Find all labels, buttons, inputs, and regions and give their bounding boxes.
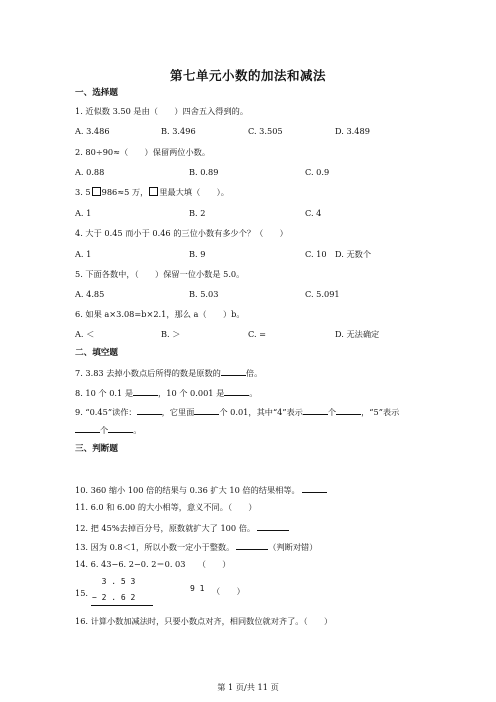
question-10-text: 10. 360 缩小 100 倍的结果与 0.36 扩大 10 倍的结果相等。 <box>75 485 300 495</box>
answer-blank[interactable] <box>75 423 100 433</box>
section-heading-judge: 三、判断题 <box>75 444 118 454</box>
answer-blank[interactable] <box>137 405 162 415</box>
option-c: C. 3.505 <box>248 126 283 136</box>
question-15-paren: （ ） <box>212 586 245 596</box>
question-16: 16. 计算小数加减法时，只要小数点对齐，相同数位就对齐了。（ ） <box>75 616 333 626</box>
section-heading-fill: 二、填空题 <box>75 348 118 358</box>
question-9-text: ，它里面 <box>161 407 195 417</box>
answer-blank[interactable] <box>302 483 327 493</box>
option-d: D. 无法确定 <box>335 329 380 339</box>
question-1: 1. 近似数 3.50 是由（ ）四舍五入得到的。 <box>75 106 249 116</box>
answer-blank[interactable] <box>257 521 289 531</box>
vertical-calc-rule <box>91 605 153 606</box>
option-b: B. ＞ <box>161 329 181 339</box>
option-c: C. 10 <box>305 249 327 259</box>
option-c: C. 5.091 <box>305 289 340 299</box>
question-9-suffix: 。 <box>133 425 142 435</box>
question-9-text: 个 <box>100 425 109 435</box>
answer-blank[interactable] <box>336 405 361 415</box>
question-9 <box>75 405 399 418</box>
blank-box-icon <box>92 187 101 196</box>
answer-blank[interactable] <box>303 405 328 415</box>
question-8-suffix: 。 <box>249 388 258 398</box>
question-3-mid: 986≈5 万， <box>101 187 149 197</box>
question-5: 5. 下面各数中，（ ）保留一位小数是 5.0。 <box>75 269 245 279</box>
question-9-text: 个 0.01，其中“4”表示 <box>219 407 303 417</box>
option-b: B. 2 <box>189 208 206 218</box>
blank-box-icon <box>149 187 158 196</box>
question-8 <box>75 386 257 399</box>
vertical-calc-row-1: 3 . 5 3 <box>92 577 136 586</box>
page-footer: 第 1 页/共 11 页 <box>217 682 279 692</box>
option-c: C. = <box>248 329 267 339</box>
question-8-text: ，10 个 0.001 是 <box>158 388 225 398</box>
question-13-text: 13. 因为 0.8＜1，所以小数一定小于整数。 <box>75 542 235 552</box>
option-a: A. 1 <box>75 249 92 259</box>
question-7 <box>75 366 262 379</box>
question-9-continued <box>75 423 141 436</box>
vertical-calc-row-2: − 2 . 6 2 <box>92 593 136 602</box>
question-2: 2. 80÷90≈（ ）保留两位小数。 <box>75 147 211 157</box>
option-a: A. 4.85 <box>75 289 105 299</box>
question-3-pre: 3. 5 <box>75 187 91 197</box>
question-9-text: 个 <box>327 407 337 417</box>
option-a: A. 0.88 <box>75 167 105 177</box>
question-12-text: 12. 把 45%去掉百分号，原数就扩大了 100 倍。 <box>75 523 256 533</box>
question-6: 6. 如果 a×3.08=b×2.1，那么 a（ ）b。 <box>75 309 245 319</box>
page-title: 第七单元小数的加法和减法 <box>169 68 326 83</box>
question-3 <box>75 187 229 198</box>
question-13-suffix: （判断对错） <box>268 542 318 552</box>
question-8-text: 8. 10 个 0.1 是 <box>75 388 134 398</box>
option-b: B. 9 <box>189 249 206 259</box>
option-a: A. 3.486 <box>75 126 110 136</box>
option-d: D. 3.489 <box>335 126 370 136</box>
option-c: C. 0.9 <box>305 167 330 177</box>
question-13 <box>75 540 317 553</box>
option-c: C. 4 <box>305 208 322 218</box>
section-heading-choice: 一、选择题 <box>75 88 118 98</box>
option-b: B. 3.496 <box>161 126 196 136</box>
answer-blank[interactable] <box>108 423 133 433</box>
question-10 <box>75 483 327 496</box>
question-9-text: 9. “0.45”读作： <box>75 407 137 417</box>
question-7-text: 7. 3.83 去掉小数点后所得的数是原数的 <box>75 368 221 378</box>
answer-blank[interactable] <box>221 366 246 376</box>
answer-blank[interactable] <box>224 386 249 396</box>
answer-blank[interactable] <box>194 405 219 415</box>
vertical-calc-result: 9 1 <box>190 584 205 593</box>
option-d: D. 无数个 <box>335 249 372 259</box>
option-a: A. ＜ <box>75 329 95 339</box>
question-12 <box>75 521 289 534</box>
question-15-label: 15. <box>75 588 89 598</box>
answer-blank[interactable] <box>236 540 268 550</box>
option-b: B. 0.89 <box>189 167 219 177</box>
question-4: 4. 大于 0.45 而小于 0.46 的三位小数有多少个？（ ） <box>75 228 288 238</box>
question-9-text: ，“5”表示 <box>361 407 400 417</box>
question-3-post: 里最大填（ ）。 <box>159 187 229 197</box>
option-b: B. 5.03 <box>189 289 219 299</box>
option-a: A. 1 <box>75 208 92 218</box>
question-11: 11. 6.0 和 6.00 的大小相等，意义不同。（ ） <box>75 502 257 512</box>
answer-blank[interactable] <box>133 386 158 396</box>
question-14: 14. 6. 43−6. 2−0. 2＝0. 03 （ ） <box>75 559 231 569</box>
question-7-suffix: 倍。 <box>245 368 263 378</box>
